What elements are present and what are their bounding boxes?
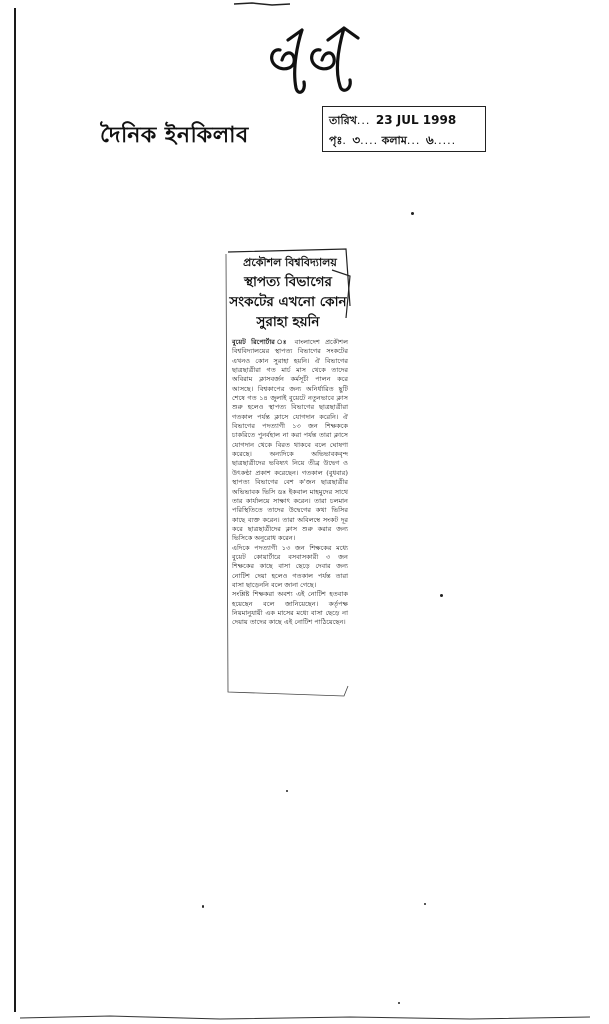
stamp-date-label: তারিখ	[329, 114, 357, 127]
article-paragraph: এদিকে পদত্যাগী ১৩ জন শিক্ষকের মধ্যে বুয়েট কোয়ার্টারে বসবাসকারী ৩ জন শিক্ষকের কাছে বাসা ছেড়ে দেবার জন্য নোটিশ দেয়া হলেও গতকাল পর্যন্ত তারা বাসা ছাড়েননি বলে জানা গেছে।	[232, 543, 348, 589]
stamp-date-value: 23 JUL 1998	[375, 113, 457, 127]
scan-speck	[202, 905, 204, 908]
page-edge	[14, 8, 16, 1012]
clipping-stamp	[322, 106, 486, 152]
scan-bottom-edge	[20, 1012, 590, 1022]
stamp-column-value: ৬	[425, 133, 434, 147]
scan-mark	[232, 0, 292, 8]
article-body	[232, 338, 348, 628]
scan-speck	[411, 212, 414, 215]
stamp-date-row: তারিখ... 23 JUL 1998	[329, 113, 457, 127]
scan-speck	[440, 594, 443, 597]
stamp-column-label: কলাম	[381, 134, 407, 147]
article-paragraph-text: বাংলাদেশ প্রকৌশল বিশ্ববিদ্যালয়ের স্থাপত্য বিভাগের সংকটের এখনও কোন সুরাহা হয়নি। ঐ বিভাগের ছাত্রছাত্রীরা গত মার্চ মাস থেকে তাদের অবিরাম ক্লাসবর্জন কর্মসূচী পালন করে আসছে। বিশ্বকাপের জন্য অনির্ধারিত ছুটি শেষে গত ১৪ জুলাই বুয়েটে নতুনভাবে ক্লাস শুরু হলেও স্থাপত্য বিভাগের ছাত্রছাত্রীরা গতকাল পর্যন্ত ক্লাসে যোগদান করেনি। ঐ বিভাগের পদত্যাগী ১৩ জন শিক্ষককে চাকরিতে পুনর্বহাল না করা পর্যন্ত তারা ক্লাসে যোগদান থেকে বিরত থাকবে বলে ঘোষণা করেছে। অন্যদিকে অভিভাবকবৃন্দ ছাত্রছাত্রীদের ভবিষ্যৎ নিয়ে তীব্র উদ্বেগ ও উৎকণ্ঠা প্রকাশ করেছেন। গতকাল (বুধবার) স্থাপত্য বিভাগের বেশ ক'জন ছাত্রছাত্রীর অভিভাবক ভিসি ডঃ ইকবাল মাহমুদের সাথে তার কার্যালয়ে সাক্ষাৎ করেন। তারা চলমান পরিস্থিতিতে তাদের উদ্বেগের কথা ভিসির কাছে ব্যক্ত করেন। তারা অবিলম্বে সংকট দূর করে ছাত্রছাত্রীদের ক্লাস শুরু করার জন্য ভিসিকে অনুরোধ করেন।	[232, 338, 348, 543]
scan-speck	[398, 1002, 400, 1004]
stamp-page-label: পৃঃ	[329, 134, 343, 147]
newspaper-name: দৈনিক ইনকিলাব	[100, 122, 249, 148]
article-paragraph: সংশ্লিষ্ট শিক্ষকরা অবশ্য এই নোটিশ হতবাক হয়েছেন বলে জানিয়েছেন। কর্তৃপক্ষ নিয়মানুযায়ী এক মাসের মধ্যে বাসা ছেড়ে না দেয়ায় তাদের কাছে এই নোটিশ পাঠিয়েছেন।	[232, 590, 348, 627]
scan-speck	[424, 903, 426, 905]
article-byline: বুয়েট রিপোর্টার ঃ	[232, 338, 290, 346]
handwritten-mark	[262, 20, 372, 100]
article-kicker: প্রকৌশল বিশ্ববিদ্যালয়	[243, 256, 337, 269]
stamp-page-row: পৃঃ. ৩.... কলাম... ৬.....	[329, 133, 457, 147]
article-headline: স্থাপত্য বিভাগের সংকটের এখনো কোন সুরাহা হয়নি	[229, 274, 347, 330]
scan-speck	[286, 790, 288, 792]
newspaper-clipping	[222, 246, 352, 698]
stamp-page-value: ৩	[352, 133, 361, 147]
article-paragraph	[232, 338, 348, 544]
